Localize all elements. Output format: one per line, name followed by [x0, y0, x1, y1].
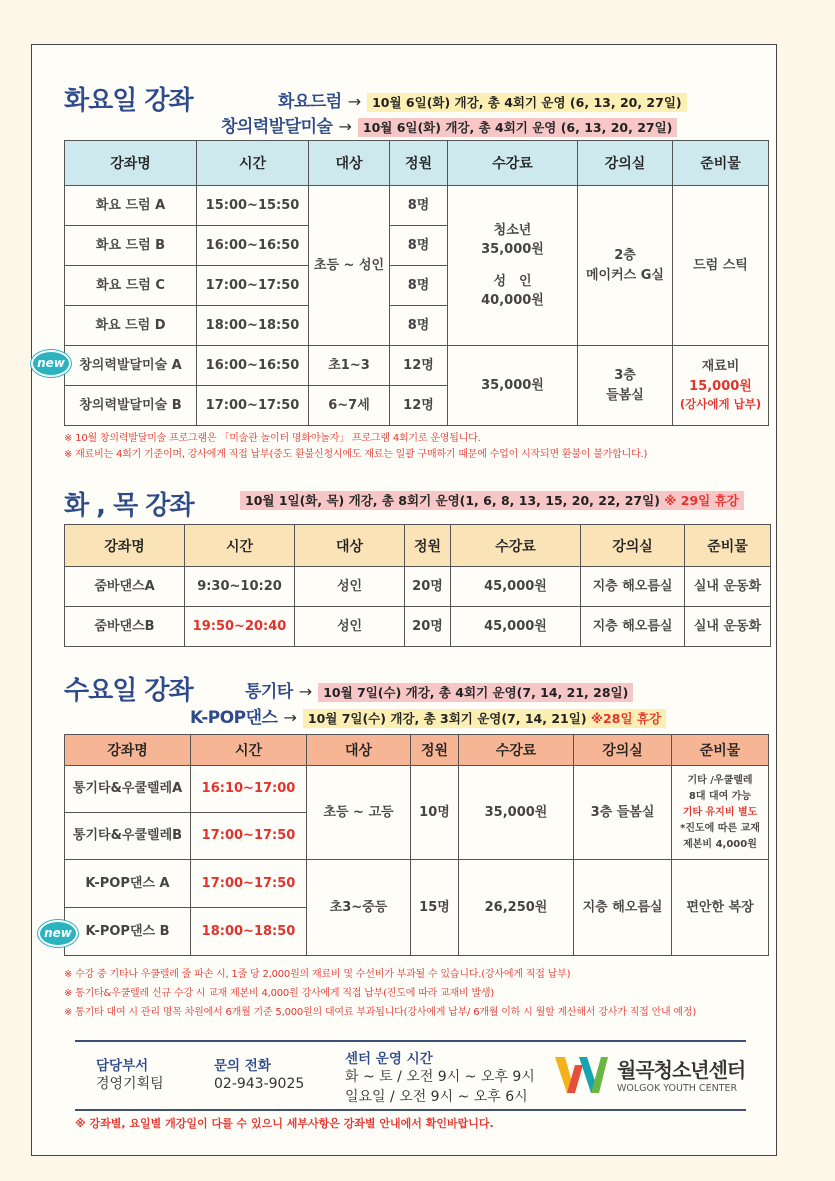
center-logo [553, 1053, 753, 1097]
course-time: 16:00~16:50 [197, 346, 309, 386]
course-name: 통기타&우쿨렐레A [65, 766, 191, 813]
table-row [65, 607, 771, 647]
col-header: 대상 [307, 735, 411, 766]
logo-name: 월곡청소년센터 [617, 1058, 746, 1082]
art-schedule: 창의력발달미술 → 10월 6일(화) 개강, 총 4회기 운영 (6, 13, 20, 27일) [221, 112, 677, 137]
course-prep: 실내 운동화 [685, 567, 771, 607]
tue-thu-break: ※ 29일 휴강 [664, 493, 739, 508]
kpop-break: ※28일 휴강 [590, 711, 662, 726]
course-room [578, 186, 673, 346]
tue-thu-info [240, 491, 744, 510]
col-header: 수강료 [448, 141, 578, 186]
table-row [65, 766, 769, 813]
guitar-schedule: 통기타 → 10월 7일(수) 개강, 총 4회기 운영(7, 14, 21, 28일) [245, 677, 633, 702]
course-prep: 실내 운동화 [685, 607, 771, 647]
col-header: 준비물 [685, 525, 771, 567]
course-name: 화요 드럼 A [65, 186, 197, 226]
prep-line: 기타 /우쿨렐레 [687, 774, 753, 786]
hours-sunday: 일요일 / 오전 9시 ~ 오후 6시 [345, 1089, 528, 1105]
course-time: 19:50~20:40 [185, 607, 295, 647]
kpop-name: K-POP댄스 [190, 708, 278, 728]
course-target: 초1~3 [309, 346, 390, 386]
course-fee: 45,000원 [451, 607, 581, 647]
course-fee: 35,000원 [448, 346, 578, 426]
course-capacity: 10명 [411, 766, 459, 860]
prep-line: 제본비 4,000원 [683, 838, 757, 850]
col-header: 강의실 [581, 525, 685, 567]
footer-dept [96, 1054, 164, 1094]
course-fee: 35,000원 [459, 766, 574, 860]
course-time: 17:00~17:50 [191, 860, 307, 908]
course-name: 창의력발달미술 B [65, 386, 197, 426]
course-room: 지층 해오름실 [574, 860, 672, 956]
kpop-info [303, 709, 666, 728]
guitar-info: 10월 7일(수) 개강, 총 4회기 운영(7, 14, 21, 28일) [318, 683, 633, 702]
col-header: 준비물 [672, 735, 769, 766]
kpop-dates: 10월 7일(수) 개강, 총 3회기 운영(7, 14, 21일) [307, 711, 587, 726]
course-fee: 45,000원 [451, 567, 581, 607]
course-target: 초등 ~ 성인 [309, 186, 390, 346]
phone-value: 02-943-9025 [214, 1076, 305, 1092]
prep-note: (강사에게 납부) [679, 397, 762, 412]
drum-info: 10월 6일(화) 개강, 총 4회기 운영 (6, 13, 20, 27일) [367, 93, 687, 112]
course-room: 3층 들봄실 [574, 766, 672, 860]
col-header: 강좌명 [65, 141, 197, 186]
course-name: 줌바댄스B [65, 607, 185, 647]
col-header: 수강료 [451, 525, 581, 567]
course-fee: 26,250원 [459, 860, 574, 956]
dept-label: 담당부서 [96, 1058, 149, 1074]
prep-line: 8대 대여 가능 [688, 790, 752, 802]
dept-value: 경영기획팀 [96, 1076, 164, 1092]
col-header: 시간 [191, 735, 307, 766]
table-row [65, 567, 771, 607]
table-header [65, 141, 769, 186]
prep-label: 재료비 [701, 359, 740, 375]
fee-label: 성 인 [493, 273, 532, 289]
course-time: 17:00~17:50 [197, 266, 309, 306]
table-header [65, 525, 771, 567]
wednesday-note: ※ 통기타 대여 시 관리 명목 차원에서 6개월 기준 5,000원의 대여료 부과됩니다(강사에게 납부/ 6개월 이하 시 월할 계산해서 강사가 직접 안내 예정) [64, 1007, 697, 1018]
course-capacity: 12명 [390, 386, 448, 426]
fee-value: 40,000원 [481, 293, 544, 308]
course-name: 화요 드럼 D [65, 306, 197, 346]
course-time: 18:00~18:50 [197, 306, 309, 346]
tue-thu-title: 화 , 목 강좌 [64, 491, 194, 521]
col-header: 준비물 [673, 141, 769, 186]
course-prep [672, 766, 769, 860]
course-capacity: 8명 [390, 306, 448, 346]
footer-phone [214, 1054, 304, 1094]
drum-name: 화요드럼 [278, 92, 342, 112]
course-capacity: 15명 [411, 860, 459, 956]
col-header: 강의실 [578, 141, 673, 186]
col-header: 강의실 [574, 735, 672, 766]
table-header [65, 735, 769, 766]
tuesday-note: ※ 재료비는 4회기 기준이며, 강사에게 직접 납부(중도 환불신청시에도 재료는 일괄 구매하기 때문에 수업이 시작되면 환불이 불가합니다.) [64, 449, 648, 460]
course-name: K-POP댄스 A [65, 860, 191, 908]
art-info: 10월 6일(화) 개강, 총 4회기 운영 (6, 13, 20, 27일) [358, 118, 678, 137]
room-name: 메이커스 G실 [586, 267, 664, 283]
course-name: 창의력발달미술 A [65, 346, 197, 386]
course-target: 성인 [295, 607, 405, 647]
table-row [65, 346, 769, 386]
course-prep: 편안한 복장 [672, 860, 769, 956]
art-name: 창의력발달미술 [221, 117, 333, 137]
col-header: 수강료 [459, 735, 574, 766]
course-room: 지층 해오름실 [581, 567, 685, 607]
course-time: 16:10~17:00 [191, 766, 307, 813]
tue-thu-table [64, 524, 771, 647]
footer-rule-bottom [75, 1109, 746, 1111]
course-name: 줌바댄스A [65, 567, 185, 607]
course-prep: 드럼 스틱 [673, 186, 769, 346]
course-time: 18:00~18:50 [191, 908, 307, 956]
footer-hours [345, 1047, 535, 1107]
course-name: 화요 드럼 C [65, 266, 197, 306]
course-capacity: 12명 [390, 346, 448, 386]
col-header: 대상 [309, 141, 390, 186]
course-capacity: 8명 [390, 266, 448, 306]
new-badge: new [38, 920, 78, 947]
course-capacity: 8명 [390, 186, 448, 226]
course-capacity: 20명 [405, 567, 451, 607]
tue-thu-dates: 10월 1일(화, 목) 개강, 총 8회기 운영(1, 6, 8, 13, 15, 20, 22, 27일) [245, 493, 660, 508]
prep-line: 기타 유지비 별도 [682, 806, 758, 818]
wednesday-note: ※ 통기타&우쿨렐레 신규 수강 시 교재 제본비 4,000원 강사에게 직접 납부(진도에 따라 교재비 발생) [64, 988, 495, 999]
course-target: 성인 [295, 567, 405, 607]
tue-thu-schedule [240, 490, 744, 509]
room-name: 들봄실 [606, 387, 644, 403]
course-time: 17:00~17:50 [191, 813, 307, 860]
course-target: 초3~중등 [307, 860, 411, 956]
hours-weekday: 화 ~ 토 / 오전 9시 ~ 오후 9시 [345, 1069, 535, 1085]
logo-name-en: WOLGOK YOUTH CENTER [617, 1083, 738, 1094]
col-header: 강좌명 [65, 525, 185, 567]
new-badge: new [31, 350, 71, 377]
hours-label: 센터 운영 시간 [345, 1051, 433, 1067]
course-time: 17:00~17:50 [197, 386, 309, 426]
prep-fee: 15,000원 [689, 378, 752, 394]
tuesday-title: 화요일 강좌 [64, 86, 193, 116]
course-capacity: 8명 [390, 226, 448, 266]
tuesday-note: ※ 10월 창의력발달미술 프로그램은 「미술관 놀이터 명화야놀자」 프로그램 4회기로 운영됩니다. [64, 433, 481, 444]
course-prep [673, 346, 769, 426]
col-header: 시간 [185, 525, 295, 567]
prep-line: *진도에 따른 교재 [680, 822, 760, 834]
col-header: 정원 [390, 141, 448, 186]
tuesday-table [64, 140, 769, 426]
room-floor: 2층 [614, 248, 636, 263]
footer-rule-top [75, 1040, 746, 1042]
course-room: 지층 해오름실 [581, 607, 685, 647]
guitar-name: 통기타 [245, 682, 293, 702]
phone-label: 문의 전화 [214, 1058, 271, 1074]
col-header: 정원 [405, 525, 451, 567]
wednesday-note: ※ 수강 중 기타나 우쿨렐레 줄 파손 시, 1줄 당 2,000원의 재료비 및 수선비가 부과될 수 있습니다.(강사에게 직접 납부) [64, 969, 571, 980]
wednesday-table [64, 734, 769, 956]
table-row [65, 186, 769, 226]
course-target: 6~7세 [309, 386, 390, 426]
course-fee [448, 186, 578, 346]
course-time: 16:00~16:50 [197, 226, 309, 266]
col-header: 시간 [197, 141, 309, 186]
drum-schedule: 화요드럼 → 10월 6일(화) 개강, 총 4회기 운영 (6, 13, 20, 27일) [278, 87, 687, 112]
fee-value: 35,000원 [481, 242, 544, 257]
col-header: 강좌명 [65, 735, 191, 766]
table-row [65, 860, 769, 908]
col-header: 정원 [411, 735, 459, 766]
kpop-schedule: K-POP댄스 → 10월 7일(수) 개강, 총 3회기 운영(7, 14, 21일) ※28일 휴강 [190, 703, 666, 728]
course-target: 초등 ~ 고등 [307, 766, 411, 860]
logo-mark-icon [553, 1053, 609, 1097]
course-name: K-POP댄스 B [65, 908, 191, 956]
course-time: 9:30~10:20 [185, 567, 295, 607]
course-name: 화요 드럼 B [65, 226, 197, 266]
wednesday-title: 수요일 강좌 [64, 676, 193, 706]
course-time: 15:00~15:50 [197, 186, 309, 226]
col-header: 대상 [295, 525, 405, 567]
room-floor: 3층 [614, 368, 636, 383]
course-capacity: 20명 [405, 607, 451, 647]
course-room [578, 346, 673, 426]
fee-label: 청소년 [493, 222, 532, 238]
course-name: 통기타&우쿨렐레B [65, 813, 191, 860]
bottom-note: ※ 강좌별, 요일별 개강일이 다를 수 있으니 세부사항은 강좌별 안내에서 확인바랍니다. [75, 1117, 494, 1130]
